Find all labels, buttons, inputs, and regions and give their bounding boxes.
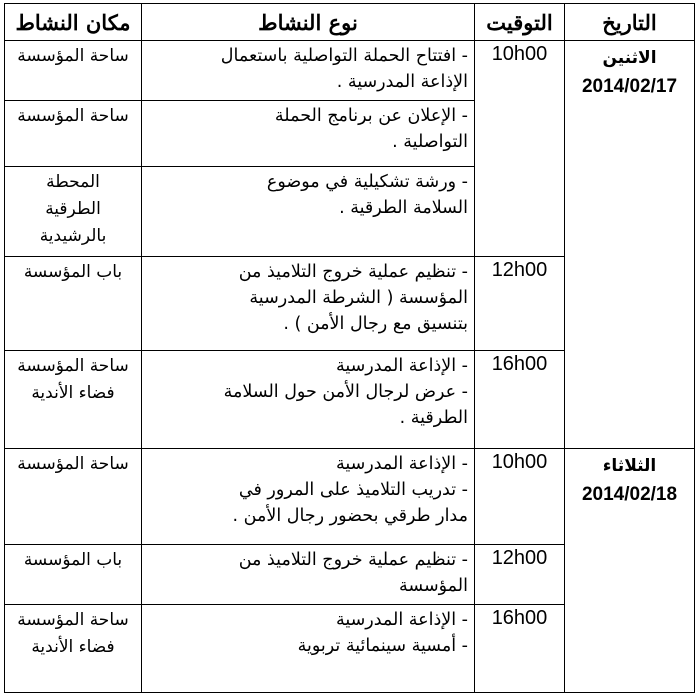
activity-text: - الإذاعة المدرسية — [335, 454, 468, 474]
activity-text: الإذاعة المدرسية . — [336, 72, 468, 92]
place-text: الطرقية — [45, 199, 101, 219]
activity-text: - الإذاعة المدرسية — [335, 356, 468, 376]
activity-text: المؤسسة — [398, 576, 468, 596]
table-row — [5, 41, 695, 101]
time-cell: 12h00 — [475, 545, 565, 605]
time-cell: 10h00 — [475, 449, 565, 545]
activity-text: - تنظيم عملية خروج التلاميذ من — [238, 262, 468, 282]
activity-cell — [142, 41, 475, 101]
activity-cell — [142, 351, 475, 449]
place-cell — [5, 257, 142, 351]
activity-text: - ورشة تشكيلية في موضوع — [266, 172, 468, 192]
activity-text: الطرقية . — [399, 408, 468, 428]
schedule-table — [4, 3, 695, 693]
place-text: المحطة — [46, 172, 100, 192]
time-cell: 16h00 — [475, 351, 565, 449]
activity-cell — [142, 449, 475, 545]
place-cell — [5, 449, 142, 545]
header-place: مكان النشاط — [5, 4, 142, 41]
day-name: الاثنين — [602, 48, 657, 68]
activity-text: بتنسيق مع رجال الأمن ) . — [283, 314, 468, 334]
place-text: بالرشيدية — [39, 226, 107, 246]
activity-text: - الإذاعة المدرسية — [335, 610, 468, 630]
time-cell: 10h00 — [475, 41, 565, 257]
date-cell — [565, 449, 695, 693]
date-value: 2014/02/18 — [581, 484, 678, 505]
activity-text: المؤسسة ( الشرطة المدرسية — [249, 288, 468, 308]
place-text: باب المؤسسة — [23, 550, 123, 570]
date-value: 2014/02/17 — [581, 76, 678, 97]
activity-text: السلامة الطرقية . — [339, 198, 468, 218]
activity-cell — [142, 167, 475, 257]
place-cell — [5, 605, 142, 693]
activity-text: مدار طرقي بحضور رجال الأمن . — [232, 506, 468, 526]
activity-text: - أمسية سينمائية تربوية — [297, 636, 468, 656]
day-name: الثلاثاء — [602, 456, 657, 476]
header-activity: نوع النشاط — [142, 4, 475, 41]
place-cell — [5, 101, 142, 167]
place-text: ساحة المؤسسة — [17, 46, 129, 66]
header-row — [5, 4, 695, 41]
activity-text: - افتتاح الحملة التواصلية باستعمال — [220, 46, 468, 66]
place-text: ساحة المؤسسة — [17, 356, 129, 376]
place-text: ساحة المؤسسة — [17, 106, 129, 126]
place-text: فضاء الأندية — [31, 637, 115, 657]
activity-text: - عرض لرجال الأمن حول السلامة — [223, 382, 468, 402]
place-cell — [5, 351, 142, 449]
time-cell: 16h00 — [475, 605, 565, 693]
place-cell — [5, 167, 142, 257]
activity-cell — [142, 545, 475, 605]
activity-cell — [142, 605, 475, 693]
activity-text: التواصلية . — [392, 132, 468, 152]
activity-cell — [142, 101, 475, 167]
place-text: فضاء الأندية — [31, 383, 115, 403]
date-cell — [565, 41, 695, 449]
activity-cell — [142, 257, 475, 351]
header-time: التوقيت — [475, 4, 565, 41]
activity-text: - تنظيم عملية خروج التلاميذ من — [238, 550, 468, 570]
place-text: ساحة المؤسسة — [17, 610, 129, 630]
place-text: باب المؤسسة — [23, 262, 123, 282]
table-row — [5, 449, 695, 545]
schedule-body — [5, 41, 695, 693]
header-date: التاريخ — [565, 4, 695, 41]
activity-text: - الإعلان عن برنامج الحملة — [274, 106, 468, 126]
activity-text: - تدريب التلاميذ على المرور في — [238, 480, 468, 500]
time-cell: 12h00 — [475, 257, 565, 351]
place-text: ساحة المؤسسة — [17, 454, 129, 474]
place-cell — [5, 41, 142, 101]
place-cell — [5, 545, 142, 605]
